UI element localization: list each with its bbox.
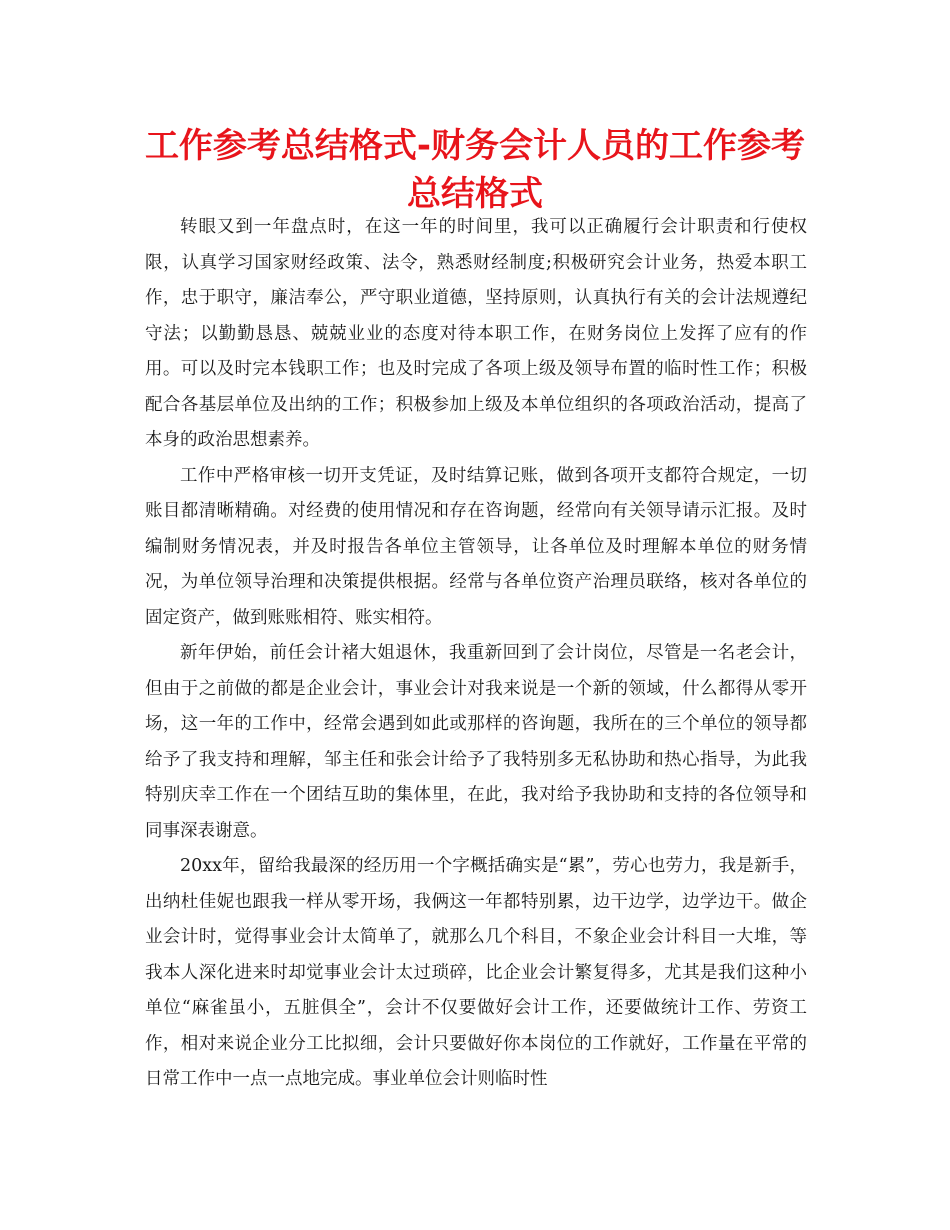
document-title: 工作参考总结格式-财务会计人员的工作参考总结格式 <box>144 126 806 214</box>
paragraph: 转眼又到一年盘点时，在这一年的时间里，我可以正确履行会计职责和行使权限，认真学习国家财经政策、法令，熟悉财经制度;积极研究会计业务，热爱本职工作，忠于职守，廉洁奉公，严守职业道德，坚持原则，认真执行有关的会计法规遵纪守法；以勤勤恳恳、兢兢业业的态度对待本职工作，在财务岗位上发挥了应有的作用。可以及时完本钱职工作；也及时完成了各项上级及领导布置的临时性工作；积极配合各基层单位及出纳的工作；积极参加上级及本单位组织的各项政治活动，提高了本身的政治思想素养。 <box>145 217 807 450</box>
document-body <box>145 210 807 1098</box>
paragraph: 20xx年，留给我最深的经历用一个字概括确实是“累”，劳心也劳力，我是新手，出纳杜佳妮也跟我一样从零开场，我俩这一年都特别累，边干边学，边学边干。做企业会计时，觉得事业会计太简单了，就那么几个科目，不象企业会计科目一大堆，等我本人深化进来时却觉事业会计太过琐碎，比企业会计繁复得多，尤其是我们这种小单位“麻雀虽小，五脏俱全”，会计不仅要做好会计工作，还要做统计工作、劳资工作，相对来说企业分工比拟细，会计只要做好你本岗位的工作就好，工作量在平常的日常工作中一点一点地完成。事业单位会计则临时性 <box>145 856 807 1089</box>
paragraph: 新年伊始，前任会计褚大姐退休，我重新回到了会计岗位，尽管是一名老会计，但由于之前做的都是企业会计，事业会计对我来说是一个新的领域，什么都得从零开场，这一年的工作中，经常会遇到如此或那样的咨询题，我所在的三个单位的领导都给予了我支持和理解，邹主任和张会计给予了我特别多无私协助和热心指导，为此我特别庆幸工作在一个团结互助的集体里，在此，我对给予我协助和支持的各位领导和同事深表谢意。 <box>145 643 807 841</box>
paragraph: 工作中严格审核一切开支凭证，及时结算记账，做到各项开支都符合规定，一切账目都清晰精确。对经费的使用情况和存在咨询题，经常向有关领导请示汇报。及时编制财务情况表，并及时报告各单位主管领导，让各单位及时理解本单位的财务情况，为单位领导治理和决策提供根据。经常与各单位资产治理员联络，核对各单位的固定资产，做到账账相符、账实相符。 <box>145 465 807 628</box>
